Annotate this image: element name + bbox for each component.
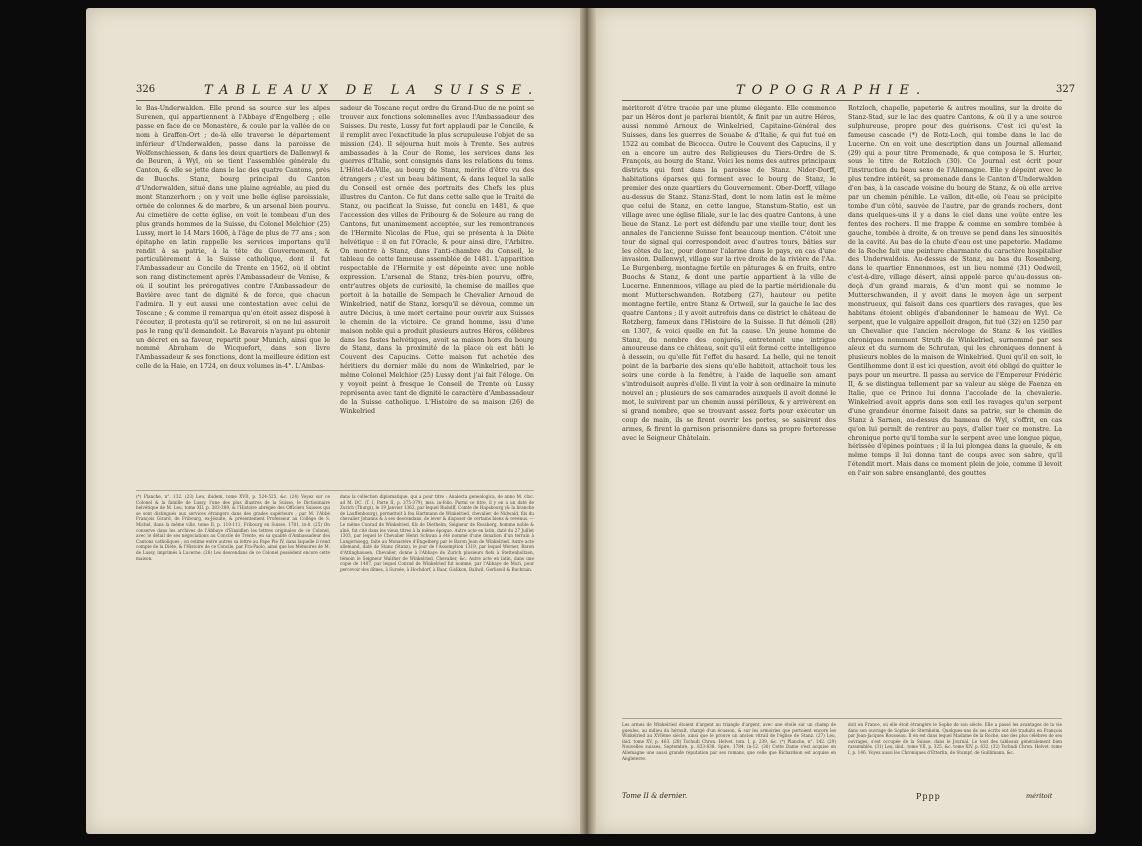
footnotes-column-1 (622, 722, 836, 788)
footnotes-column-2 (848, 722, 1062, 788)
page-number: 326 (136, 84, 156, 95)
running-head: TOPOGRAPHIE. (736, 83, 928, 98)
footnote-text: doit en France, où elle étoit étrangère le Sophe de son siècle. Elle a passé les avantages de la vie dans son ouvrage de Sophie de Sternheim. Quelques-uns de ses écrits ont été traduits en François par Jean-Jacques Rousseau. Il en est dans lequel Madame de la Roche, une des plus célèbres de ses ouvrages, s'est occupée de la Suisse, dans le Journal. Le tout des tableaux généralement bien rassemblés. (31) Leu, ibid., tome VII, p. 325, &c. tome XIV, p. 632. (32) Tschudi Chron. Helvet. tome I, p. 146. Voyez aussi les Chroniques d'Etterlin, de Stumpf, de Guillimann, &c. (848, 722, 1062, 755)
footnote-text: Les armes de Winkelried étoient d'argent au triangle d'argent, avec une étoile sur un champ de gueules, au milieu du hérault, chargé d'un écusson, & sur les armoiries que portoient encore les Winkelried au XVIème siècle, ainsi que le prouve un ancien vitrail de l'église de Stanz. (27) Leu, ibid. tome XV, p. 463. (28) Tschudi Chron. Helvet. tom. I, p. 239, &c. (*) Planche, n°. 142. (29) Nouvelles suisses, Septembre, p. 823-838. Spire, 1784, in-12. (30) Cette Dame s'est acquise en Allemagne une aussi grande réputation par ses romans, que celle que Richardson est acquise en Angleterre. (622, 722, 836, 761)
text-column-2 (340, 105, 534, 485)
footnote-rule (622, 718, 1062, 719)
footnotes-column-2 (340, 494, 534, 604)
text-column-1 (136, 105, 330, 485)
left-page (86, 8, 580, 834)
text-column-1 (622, 105, 836, 713)
running-head: TABLEAUX DE LA SUISSE. (204, 83, 540, 98)
body-text: Rotzloch, chapelle, papeterie & autres moulins, sur la droite de Stanz-Stad, sur le lac des quatre Cantons, & où il y a une source sulphureuse, propre pour des guérisons. C'est ici qu'est la fameuse cascade (*) de Rotz-Loch, qui tombe dans le lac de Lucerne. On en voit une description dans un Journal allemand (29) qui a pour titre Promenade, & que composa le S. Hurter, sous le titre de Rotzloch (30). Ce Journal est écrit pour l'instruction du beau sexe de l'Allemagne. Elle y dépeint avec le plus tendre intérêt, sa promenade dans le Canton d'Underwalden d'en bas, à la cascade voisine du bourg de Stanz, & où elle arrive par un chemin pénible. Le vallon, dit-elle, où l'eau se précipite tombe d'un côté, sauvée de l'autre, par de grands rochers, dont dans quelques-uns il y a dans le ciel dans une voûte entre les fentes des rochers. Il me frappe & comme en sombre tombée à gauche, tombée à droite, & on trouve se pend dans les sinuosités de la cavité. Au bas de la chute d'eau est une papeterie. Madame de la Roche fait une peinture charmante du caractère hospitalier des Underwaldois. Au-dessus de Stanz, au bas du Rosenberg, dans le quartier Ennenmoos, est un lieu nommé (31) Oedweil, c'est-à-dire, village désert, ainsi appelé parce qu'au-dessus on-deçà d'un grand marais, & d'un mont qui se nomme le Mutterschwanden, il y avoit dans le moyen âge un serpent monstrueux, qui faisoit dans ces quartiers des ravages, que les habitans étoient obligés d'abandonner le hameau de Wyl. Ce serpent, que le vulgaire appelloit dragon, fut tué (32) en 1250 par un Chevalier que l'ancien nécrologe de Stanz & les vieilles chroniques nomment Struth de Winkelried, surnommé par ses aïeux et du surnom de Schrutan, qui les chroniques donnent à plusieurs nobles de la maison de Winkelried. Quoi qu'il en soit, le Gentilhomme dont il est ici question, avoit été obligé de quitter le pays pour un meurtre. Il passa au service de l'Empereur Frédéric II, & se distingua tellement par sa valeur au siège de Faenza en Italie, que ce Prince lui donna l'accolade de la chevalerie. Winkelried avoit appris dans son exil les ravages qu'un serpent d'une grandeur énorme faisoit dans sa patrie, sur le chemin de Stanz à Sarnen, au-dessus du hameau de Wyl, s'offrit, en cas qu'on lui permît de rentrer au pays, d'aller tuer ce monstre. La chronique porte qu'il tomba sur le serpent avec une longue pique, hérissée d'épines pointues ; il la lui plongea dans la gueule, & en même temps il lui donna tant de coups avec son sabre, qu'il l'étendit mort. Mais dans ce moment plein de joie, comme il levoit en l'air son sabre ensanglanté, des gouttes (848, 105, 1062, 478)
header-rule (622, 100, 1062, 101)
footnote-text: (*) Planche, n°. 132. (23) Leu, ibidem, tome XVII, p. 524-525, &c. (24) Voyez sur ce Colonel & la famille de Lussy, l'une des plus illustres de la Suisse, le Dictionnaire helvétique de M. Leu, tome XII, p. 383-389, & l'Histoire abrégée des Officiers Suisses qui se sont distingués aux services étrangers dans des grades supérieurs ; par M. l'Abbé François Girard, de Fribourg, ex-Jésuite, & présentement Professeur au Collège de S. Michel, dans la même ville, tome II, p. 110-111, Fribourg en Suisse, 1781, in-8. (25) On conserve dans les archives de l'Abbaye d'Einsidlen les lettres originales de ce Colonel, avec le détail de ses négociations au Concile de Trente, en sa qualité d'Ambassadeur des Cantons catholiques ; on estime entre autres sa lettre au Pape Pie IV, dans laquelle il rend compte de la Diète, & l'Histoire de ce Concile, par Fra-Paolo, ainsi que les Mémoires de M. de Lussy, imprimés à Lucerne. (26) Les descendans de ce Colonel possèdent encore cette maison. (136, 494, 330, 561)
header-rule (136, 100, 534, 101)
body-text: sadeur de Toscane reçut ordre du Grand-Duc de ne point se trouver aux fonctions solemnelles avec l'Ambassadeur des Suisses. Du reste, Lussy fut fort applaudi par le Concile, & il remplit avec l'exactitude la plus scrupuleuse l'objet de sa mission (24). Il séjourna huit mois à Trente. Ses autres ambassades à la Cour de Rome, les services dans les guerres d'Italie, sont consignés dans les relations du tems. L'Hôtel-de-Ville, au bourg de Stanz, mérite d'être vu des étrangers ; c'est un beau bâtiment, & dans lequel la salle du Conseil est ornée des portraits des Chefs les plus illustres du Canton. Ce fut dans cette salle que le Traité de Stanz, ou pacificat la Suisse, fut conclu en 1481, & que l'accession des villes de Fribourg & de Soleure au rang de Cantons, fut unanimement acceptée, sur les remontrances de l'Hermite Nicolas de Flue, qui se présenta à la Diète helvétique : il en fut l'Oracle, & pour ainsi dire, l'Arbitre. On montre à Stanz, dans l'anti-chambre du Conseil, le tableau de cette fameuse assemblée de 1481. L'apparition respectable de l'Hermite y est dépeinte avec une noble expression. L'arsenal de Stanz, très-bien pourvu, offre, entr'autres objets de curiosité, la chemise de mailles que portoit à la bataille de Sempach le Chevalier Arnoud de Winkelried, natif de Stanz, lorsqu'il se dévoua, comme un autre Décius, à une mort certaine pour ouvrir aux Suisses le chemin de la victoire. Ce grand homme, issu d'une maison noble qui a produit plusieurs autres Héros, célèbres dans les fastes helvétiques, avoit sa maison hors du bourg de Stanz, dans la proximité de la place où est bâti le Couvent des Capucins. Cette maison fut achetée des héritiers du dernier mâle du nom de Winkelried, par le même Colonel Melchior (25) Lussy dont j'ai fait l'éloge. On y voyoit peint à fresque le Conseil de Trente où Lussy représenta avec tant de dignité le caractère d'Ambassadeur de la Suisse catholique. L'Histoire de sa maison (26) de Winkelried (340, 105, 534, 415)
signature-mark: Pppp (916, 792, 941, 801)
book-gutter (580, 8, 596, 834)
page-number: 327 (1056, 84, 1076, 95)
catchword: méritoit (1026, 792, 1053, 800)
body-text: le Bas-Underwalden. Elle prend sa source sur les alpes Surenen, qui appartiennent à l'Abbaye d'Engelberg ; elle passe en face de ce Monastère, & coule par la vallée de ce nom à Graffen-Ort ; de-là elle traverse le département inférieur d'Underwalden, passe dans la paroisse de Wolfenschiessen, & dans les deux quartiers de Dallenwyl & de Beuren, à Wyl, où se tient l'assemblée générale du Canton, & elle se jette dans le lac des quatre Cantons, près de Buochs. Stanz, bourg principal du Canton d'Underwalden, situé dans une plaine agréable, au pied du mont Stanzerhorn ; on y voit une belle église paroissiale, ornée de colonnes & de marbre, & un arsenal bien pourvu. Au cimetière de cette église, on voit le tombeau d'un des plus grands hommes de la Suisse, du Colonel Melchior (25) Lussy, mort le 14 Mars 1606, à l'âge de plus de 77 ans ; son épitaphe en latin rappelle les services importans qu'il rendit à sa patrie, à la tête du Gouvernement, & particulièrement à la Suisse catholique, dont il fut l'Ambassadeur au Concile de Trente en 1562, où il obtint son rang distinctement après l'Ambassadeur de Venise, & où il soutint les prérogatives contre l'Ambassadeur de Bavière avec tant de dignité & de force, que chacun l'admira. Il y eut aussi une contestation avec celui de Toscane ; & comme il remarqua qu'on étoit assez disposé à l'écouter, il protesta qu'il se retireroit, si on ne lui assuroit pas le rang qu'il demandoit. Le Bavarois n'ayant pu obtenir un décret en sa faveur, repartit pour Munich, ainsi que le nommé Abraham de Wicquefort, dans son livre l'Ambassadeur & ses fonctions, dont la meilleure édition est celle de la Haie, en 1724, en deux volumes in-4°. L'Ambas- (136, 105, 330, 371)
footnotes-column-1 (136, 494, 330, 604)
tome-line: Tome II & dernier. (622, 792, 688, 800)
footnote-text: dans la collection diplomatique, qui a pour titre : Analecta genealogica, de anno M. cIxc. ad M. DC. (T. I, Parte II, p. 375-379), mss. in-folio. Parmi ce titre, il y en a un daté de Zurich (Thurgi), le 19 Janvier 1362, par lequel Rudolff, Comte de Hapsbourg (& la branche de Lauffenbourg), permettoit à feu Hartmann de Winkelried, chevalier, de Nidwald, fils du chevalier Johanns & à ses descendans, de lever & disposer de certains biens & revenus. — Le même Conrad de Winkelried, fils de Diethelm, Seigneur de Rossberg, homme noble & aîné, fut cité dans les vieux titres à la même époque. Autre acte en latin, daté du 27 Juillet 1303, par lequel le Chevalier Henri Schwan a été nommé d'une donation d'un terrain à Lungernsegg, faite au Monastère d'Engelberg par le Baron Jean de Winkelried. Autre acte allemand, daté de Stanz (Stanz), le jour de l'Assomption 1319, par lequel Werner, Baron d'Attinghausen, Chevalier, donne à l'Abbaye de Zurich plusieurs fiefs à Stettenholtzen, témoin le Seigneur Walther de Winkelried, Chevalier, &c. Autre acte en latin, dans une copie de 1407, par lequel Conrad de Winkelried fut nommé, par l'Abbaye de Muri, pour percevoir des dîmes, à Sursée, à Hochdorf, à Baar, Gislikon, Ballwil, Gerliswil & Buchrain. (340, 494, 534, 572)
text-column-2 (848, 105, 1062, 713)
right-page (596, 8, 1096, 834)
footnote-rule (136, 490, 534, 491)
body-text: méritoroit d'être tracée par une plume élégante. Elle commence par un Héros dont je parlerai bientôt, & finit par un autre Héros, aussi nommé Arnoux de Winkelried, Capitaine-Général des Suisses, dans les guerres de Souabe & d'Italie, & qui fut tué en 1522 au combat de Bicocca. Outre le Couvent des Capucins, il y en a encore un autre des Religieuses du Tiers-Ordre de S. François, au bourg de Stanz. Voici les noms des autres principaux districts qui font dans la paroisse de Stanz. Nider-Dorff, habitations éparses qui forment avec le bourg de Stanz, le premier des onze quartiers du Gouvernement. Ober-Dorff, village au-dessus de Stanz. Stanz-Stad, dont le nom latin est le même que celui de Stanz, en cette langue, Stanstum-Statio, est un village avec une église filiale, sur le lac des quatre Cantons, à une lieue de Stanz. Le port est défendu par une vieille tour, dont les annales de l'ancienne Suisse font beaucoup mention. C'étoit une tour de signal qui correspondoit avec d'autres tours, bâties sur les côtes du lac, pour donner l'alarme dans le pays, en cas d'une invasion. Dallenwyl, village sur la rive droite de la rivière de l'Aa. Le Burgenberg, montagne fertile en pâturages & en fruits, entre Buochs & Stanz, & dont une partie appartient à la ville de Lucerne. Ennenmoos, village au pied de la partie méridionale du mont Mutterschwanden. Rotzberg (27), hauteur ou petite montagne fertile, entre Stanz & Ortweil, sur la gauche le lac des quatre Cantons ; il y avoit autrefois dans ce district le château de Rotzberg, fameux dans l'Histoire de la Suisse. Il fut démoli (28) en 1307, & voici quelle en fut la cause. Un jeune homme de Stanz, du nombre des conjurés, entretenoit une intrigue amoureuse dans ce château, soit qu'il eût formé cette intelligence à dessein, ou qu'elle fût l'effet du hasard. La belle, qui ne tenoit point de la barbarie des siens qu'elle habitoit, attachoit tous les soirs une corde à la fenêtre, à l'aide de laquelle son amant s'introduisoit auprès d'elle. Il vint la voir à son ordinaire la minute nouvel an ; plusieurs de ses camarades auxquels il avoit donné le mot, le suivirent par un chemin aussi périlleux, & y arrivèrent en si grand nombre, que se trouvant assez forts pour exécuter un coup de main, ils se firent ouvrir les portes, se saisirent des armes, & firent la garnison prisonnière dans sa propre forteresse avec le Seigneur Châtelain. (622, 105, 836, 442)
